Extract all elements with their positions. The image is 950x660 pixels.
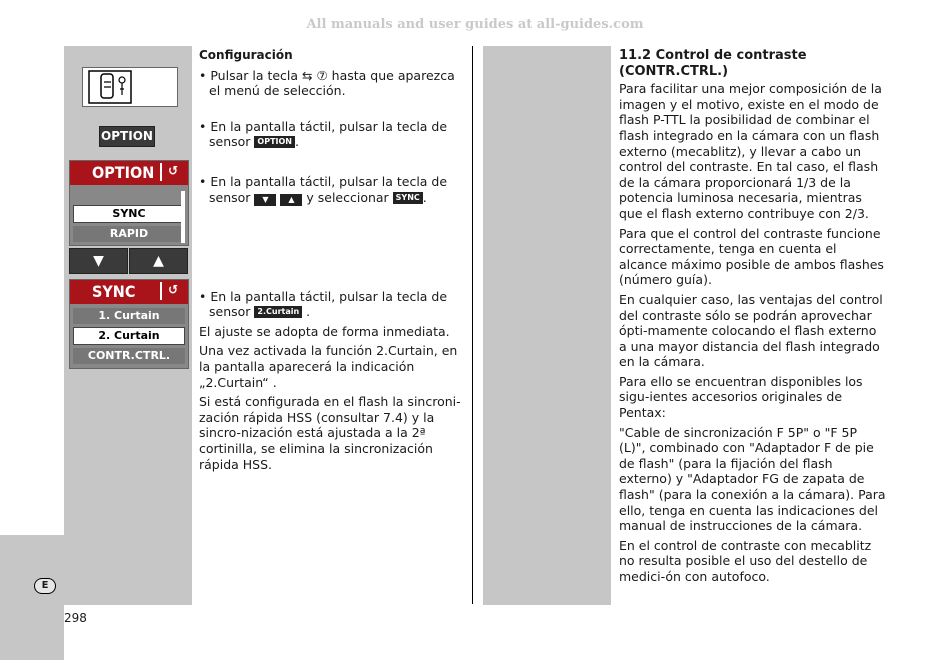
column-divider [472,46,473,604]
back-arrow-icon: ↺ [160,282,184,300]
scrollbar-icon [181,191,185,243]
menu-item-contr-ctrl: CONTR.CTRL. [73,348,185,364]
step-1-text-a: Pulsar la tecla [210,67,303,83]
paragraph-6: En el control de contraste con mecablitz no resulta posible el uso del destello de medici-ón con autofoco. [619,537,872,584]
option-key-image: OPTION [99,126,155,147]
right-column [619,48,887,585]
section-heading: 11.2 Control de contraste (CONTR.CTRL.) [619,48,807,79]
step-2: • En la pantalla táctil, pulsar la tecla de sensor OPTION . [199,118,448,150]
step-4: • En la pantalla táctil, pulsar la tecla de sensor 2.Curtain . [199,288,448,320]
up-key-icon: ▲ [280,194,302,206]
down-arrow-icon: ▼ [69,248,128,274]
arrow-keys [69,248,187,272]
sync-key-icon: SYNC [393,192,423,204]
step-3-text-c: . [422,189,427,205]
option-screen [69,160,189,246]
sync-screen [69,279,189,369]
step-3-text-b: y seleccionar [302,189,393,205]
step-4-text-a: En la pantalla táctil, pulsar la tecla de sensor [209,288,448,320]
right-gray-band [483,46,611,605]
paragraph-4: Para ello se encuentran disponibles los sigu-ientes accesorios originales de Pentax: [619,373,863,421]
down-key-icon: ▼ [254,194,276,206]
step-3: • En la pantalla táctil, pulsar la tecla de sensor ▼ ▲ y seleccionar SYNC . [199,173,448,205]
flash-panel-image [82,67,178,107]
paragraph-2: Para que el control del contraste funcione correctamente, tenga en cuenta el alcance máximo posible de ambos flashes (número guía). [619,225,884,288]
language-badge: E [34,578,56,594]
paragraph-indicator: Una vez activada la función 2.Curtain, en la pantalla aparecerá la indicación „2.Curtain“ . [199,343,458,390]
step-4-text-b: . [302,304,311,320]
option-screen-title [70,161,188,185]
menu-item-rapid: RAPID [73,226,185,242]
flash-panel-icon [83,68,177,106]
option-key-icon: OPTION [254,136,295,148]
middle-column [199,48,464,472]
step-2-text-b: . [295,134,299,150]
step-2-text-a: En la pantalla táctil, pulsar la tecla de sensor [209,118,448,150]
back-arrow-icon: ↺ [160,163,184,181]
paragraph-5: "Cable de sincronización F 5P" o "F 5P (L)", combinado con "Adaptador F de pie de flash" (para la fijación del flash externo) y "Adaptador FG de zapata de flash" (para la conexión a la cámara). Para ello, tenga en cuenta las indicaciones del manual de instrucciones de la cámara. [619,424,886,534]
left-edge-tab [0,535,64,660]
menu-item-2-curtain: 2. Curtain [73,327,185,345]
2-curtain-key-icon: 2.Curtain [254,306,302,318]
step-3-text-a: En la pantalla táctil, pulsar la tecla de sensor [209,173,448,205]
step-1: • Pulsar la tecla ⇆ ⑦ hasta que aparezca el menú de selección. [199,67,455,99]
sync-screen-title [70,280,188,304]
paragraph-3: En cualquier caso, las ventajas del control del contraste sólo se podrán aprovechar ópti-mamente colocando el flash externo a una mayor distancia del flash integrado en la cámara. [619,291,883,370]
mode-key-icon: ⇆ ⑦ [302,67,328,83]
up-arrow-icon: ▲ [129,248,188,274]
paragraph-1: Para facilitar una mejor composición de la imagen y el motivo, existe en el modo de flash P-TTL la posibilidad de combinar el flash integrado en la cámara con un flash externo (mecablitz), y llevar a cabo un control del contraste. En tal caso, el flash de la cámara proporcionará 1/3 de la potencia luminosa necesaria, mientras que el flash externo contribuye con 2/3. [619,81,882,221]
step-1-text-b: hasta que aparezca el menú de selección. [209,67,455,99]
menu-item-sync: SYNC [73,205,185,223]
paragraph-adopted: El ajuste se adopta de forma inmediata. [199,323,450,339]
paragraph-hss: Si está configurada en el flash la sincroni-zación rápida HSS (consultar 7.4) y la sincro-nización está ajustada a la 2ª cortinilla, se elimina la sincronización rápida HSS. [199,394,461,472]
config-heading: Configuración [199,48,293,62]
menu-item-1-curtain: 1. Curtain [73,308,185,324]
page-number: 298 [64,611,87,625]
option-title-text: OPTION [92,163,155,182]
sync-title-text: SYNC [92,282,136,301]
watermark: All manuals and user guides at all-guides.com [306,17,644,32]
